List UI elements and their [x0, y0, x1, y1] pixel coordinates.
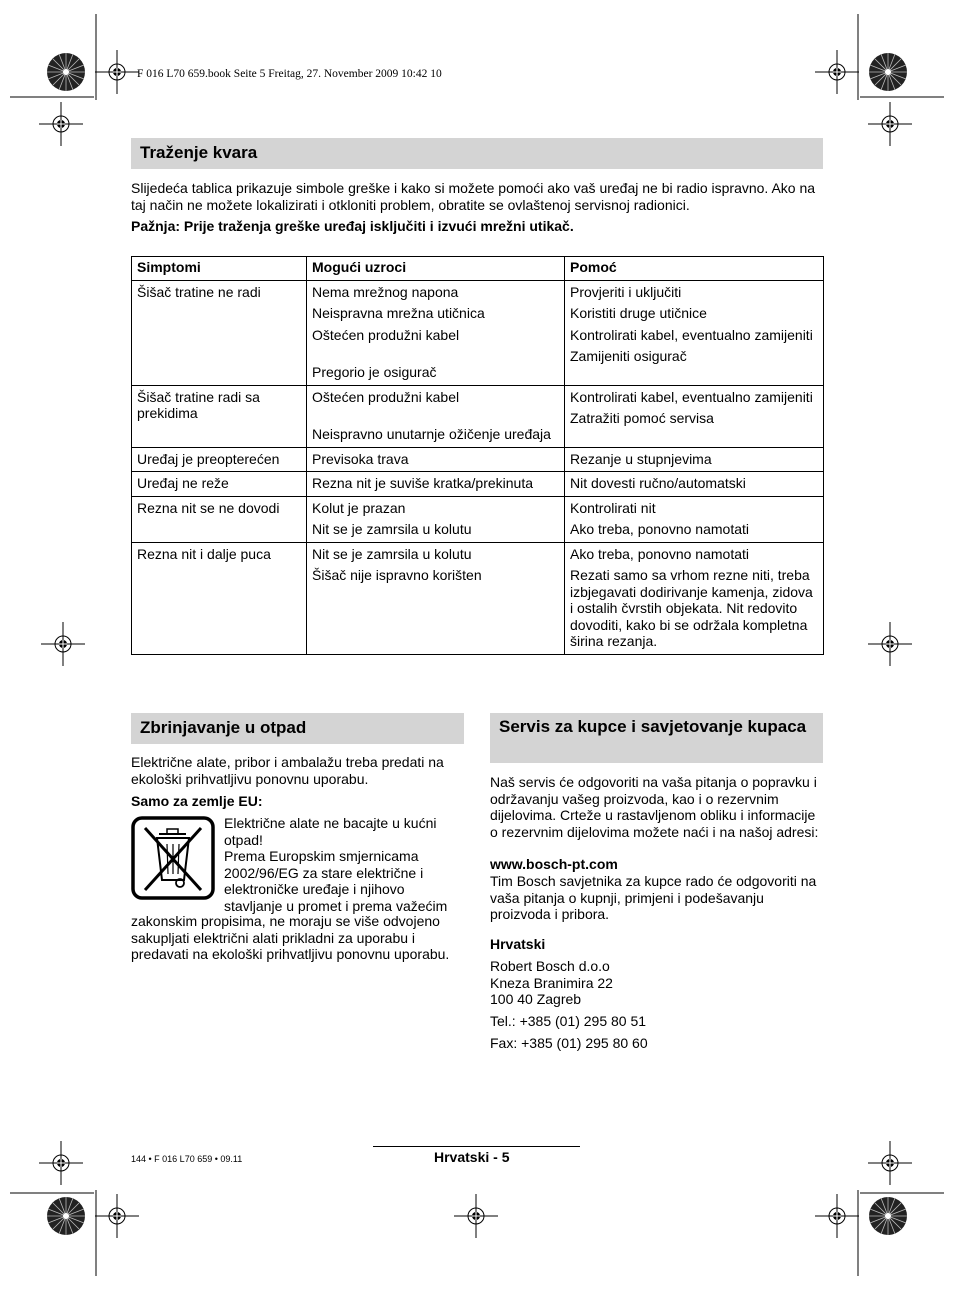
- table-row: [132, 542, 824, 654]
- cause: Oštećen produžni kabel: [312, 326, 460, 343]
- causes-cell: Previsoka trava: [307, 447, 565, 472]
- symptom-cell: Šišač tratine ne radi: [132, 280, 307, 385]
- footer-code: 144 • F 016 L70 659 • 09.11: [131, 1154, 243, 1164]
- remedies-cell: Rezanje u stupnjevima: [565, 447, 824, 472]
- troubleshooting-title: Traženje kvara: [140, 143, 258, 162]
- service-paragraph-2: Tim Bosch savjetnika za kupce rado će odgovoriti na vaša pitanja o kupnji, primjeni i podešavanju proizvoda i pribora.: [490, 873, 817, 922]
- cause: Pregorio je osigurač: [312, 364, 437, 380]
- remedy: Ako treba, ponovno namotati: [570, 521, 750, 537]
- remedy: Zamijeniti osigurač: [570, 348, 687, 364]
- service-paragraph: Naš servis će odgovoriti na vaša pitanja o popravku i održavanju vašeg proizvoda, kao i o rezervnim dijelovima. Crteže u rastavljenom obliku i informacije o rezervnim dijelovima možete naći i na našoj adresi:: [490, 774, 819, 840]
- causes-cell: [307, 280, 565, 385]
- book-header: F 016 L70 659.book Seite 5 Freitag, 27. November 2009 10:42 10: [137, 68, 442, 80]
- disposal-line: 2002/96/EG za stare električne i: [224, 864, 424, 881]
- remedy: Koristiti druge utičnice: [570, 305, 707, 321]
- remedy: Kontrolirati kabel, eventualno zamijeniti: [570, 326, 813, 343]
- cause: Neispravna mrežna utičnica: [312, 305, 485, 321]
- column-header: Pomoć: [565, 257, 824, 281]
- cause: Kolut je prazan: [312, 499, 406, 516]
- causes-cell: [307, 385, 565, 447]
- symptom-cell: Rezna nit i dalje puca: [132, 542, 307, 654]
- page-label: Hrvatski - 5: [434, 1149, 510, 1165]
- symptom-cell: Rezna nit se ne dovodi: [132, 496, 307, 542]
- remedy: Kontrolirati kabel, eventualno zamijeniti: [570, 388, 813, 405]
- causes-cell: Rezna nit je suviše kratka/prekinuta: [307, 472, 565, 497]
- disposal-paragraph: Električne alate, pribor i ambalažu treba predati na ekološki prihvatljivu ponovnu uporabu.: [131, 754, 444, 787]
- remedies-cell: Nit dovesti ručno/automatski: [565, 472, 824, 497]
- table-row: [132, 385, 824, 447]
- remedy: Zatražiti pomoć servisa: [570, 410, 714, 426]
- cause: Nit se je zamrsila u kolutu: [312, 521, 472, 537]
- remedies-cell: [565, 542, 824, 654]
- footer-divider: [373, 1146, 580, 1147]
- cause: Šišač nije ispravno korišten: [312, 567, 482, 583]
- service-fax: Fax: +385 (01) 295 80 60: [490, 1035, 648, 1051]
- section-title-troubleshooting: [131, 138, 823, 169]
- disposal-line: elektroničke uređaje i njihovo: [224, 881, 405, 897]
- disposal-title: Zbrinjavanje u otpad: [140, 718, 307, 737]
- troubleshooting-warning: Pažnja: Prije traženja greške uređaj isključiti i izvući mrežni utikač.: [131, 218, 574, 234]
- symptom-cell: Šišač tratine radi sa prekidima: [132, 385, 307, 447]
- disposal-line: Električne alate ne bacajte u kućni: [224, 815, 437, 831]
- disposal-line: otpad!: [224, 831, 263, 848]
- remedy: Kontrolirati nit: [570, 499, 656, 516]
- disposal-wrap-text: [224, 815, 464, 914]
- company-name: Robert Bosch d.o.o: [490, 958, 610, 974]
- table-row: [132, 280, 824, 385]
- disposal-line: Prema Europskim smjernicama: [224, 848, 419, 864]
- table-row: [132, 472, 824, 497]
- cause: Oštećen produžni kabel: [312, 388, 460, 405]
- causes-cell: [307, 542, 565, 654]
- troubleshooting-intro: Slijedeća tablica prikazuje simbole greške i kako si možete pomoći ako vaš uređaj ne bi radio ispravno. Ako na taj način ne možete lokalizirati i otkloniti problem, obratite se ovlaštenoj servisnoj radionici.: [131, 180, 816, 213]
- cause: Nema mrežnog napona: [312, 283, 459, 300]
- service-tel: Tel.: +385 (01) 295 80 51: [490, 1013, 647, 1029]
- service-country: Hrvatski: [490, 936, 546, 952]
- remedy: Provjeriti i uključiti: [570, 283, 682, 300]
- remedies-cell: [565, 280, 824, 385]
- remedies-cell: [565, 496, 824, 542]
- service-address: [490, 958, 823, 1008]
- section-title-service: [490, 713, 823, 763]
- table-row: [132, 447, 824, 472]
- causes-cell: [307, 496, 565, 542]
- remedy: Rezati samo sa vrhom rezne niti, treba izbjegavati dodirivanje kamenja, zidova i ostalih čvrstih objekata. Nit redovito dovoditi, kako bi se održala kompletna širina rezanja.: [570, 567, 813, 649]
- column-header: Simptomi: [132, 257, 307, 281]
- service-url[interactable]: www.bosch-pt.com: [490, 856, 618, 872]
- street: Kneza Branimira 22: [490, 974, 613, 991]
- cause: Neispravno unutarnje ožičenje uređaja: [312, 426, 551, 442]
- symptom-cell: Uređaj je preopterećen: [132, 447, 307, 472]
- section-title-disposal: [131, 713, 464, 744]
- troubleshooting-table: [131, 256, 824, 655]
- city: 100 40 Zagreb: [490, 991, 582, 1007]
- cause: Nit se je zamrsila u kolutu: [312, 545, 472, 562]
- eu-label: Samo za zemlje EU:: [131, 793, 263, 809]
- crossed-bin-icon: [131, 816, 215, 900]
- symptom-cell: Uređaj ne reže: [132, 472, 307, 497]
- service-title: Servis za kupce i savjetovanje kupaca: [499, 717, 807, 736]
- table-header-row: [132, 257, 824, 281]
- column-header: Mogući uzroci: [307, 257, 565, 281]
- disposal-line: stavljanje u promet i prema važećim: [224, 897, 448, 914]
- table-row: [132, 496, 824, 542]
- remedies-cell: [565, 385, 824, 447]
- remedy: Ako treba, ponovno namotati: [570, 545, 750, 562]
- disposal-rest: zakonskim propisima, ne moraju se više odvojeno sakupljati električni alati prikladni za uporabu i predavati na ekološki prihvatljivu ponovnu uporabu.: [131, 913, 450, 962]
